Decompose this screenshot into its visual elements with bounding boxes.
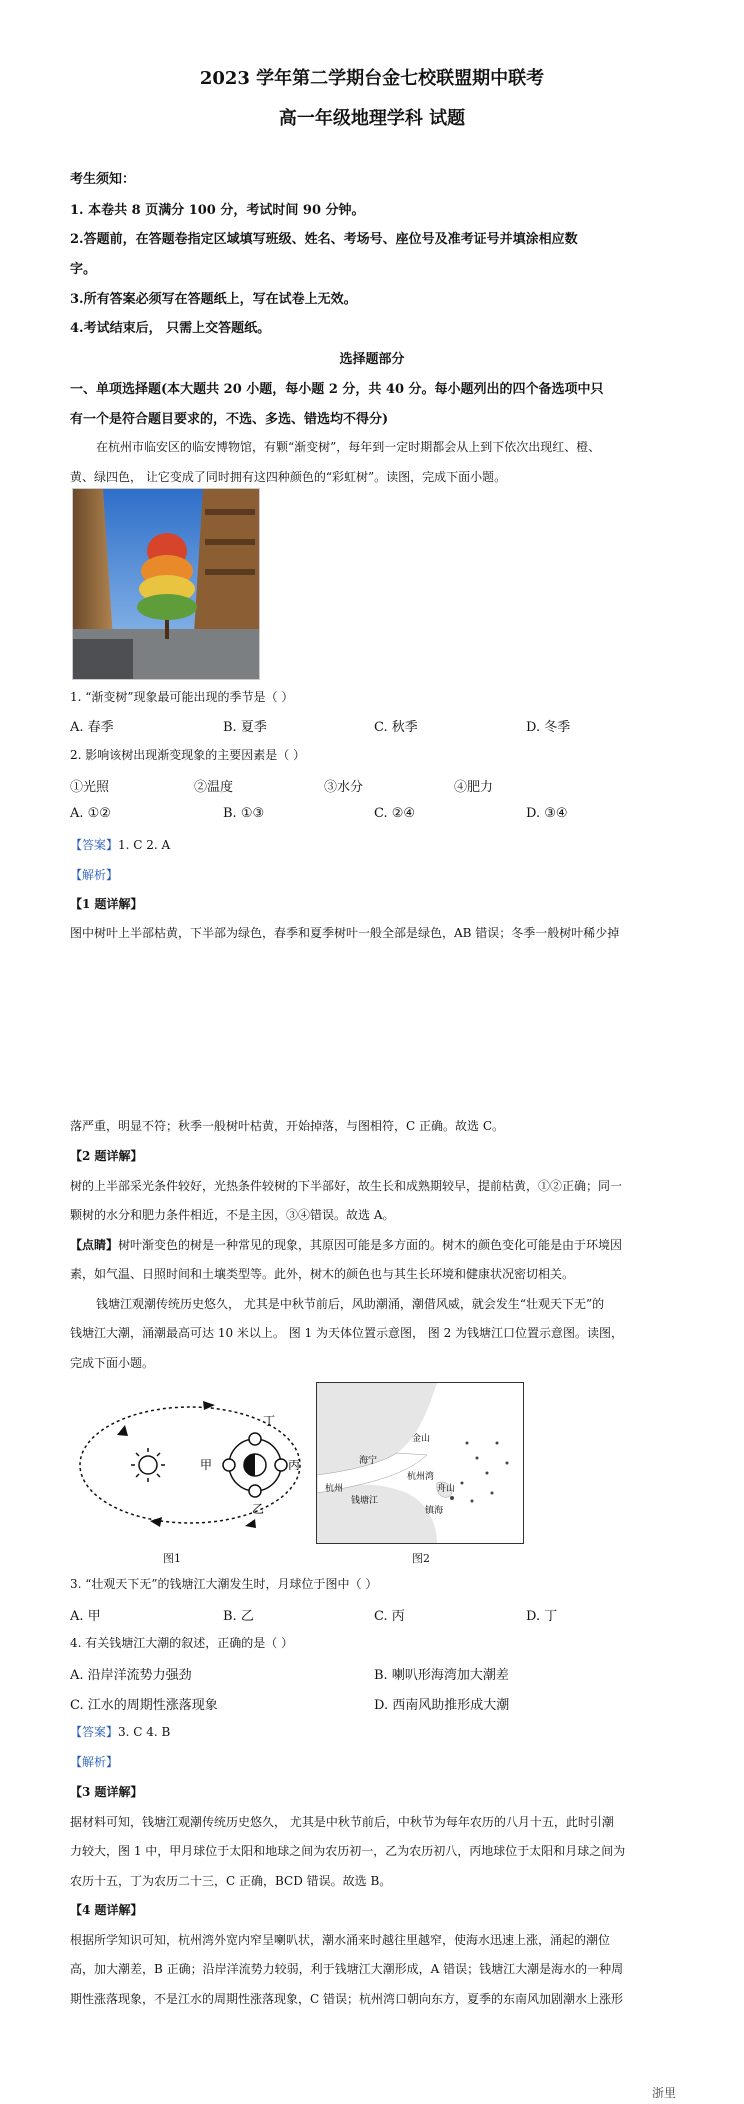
passage-text: 钱塘江观潮传统历史悠久， 尤其是中秋节前后，风助潮涌，潮借风威，就会发生“壮观天下无”的 [96,1297,605,1311]
answer-line [70,1723,170,1740]
map-label-jinshan: 金山 [412,1434,431,1444]
figure-2-caption: 图2 [412,1552,430,1565]
analysis-label: 【解析】 [70,868,119,882]
position-label-yi: 乙 [252,1502,265,1516]
q4-option-a: A. 沿岸洋流势力强劲 [70,1668,192,1683]
question-2-stem: 2. 影响该树出现渐变现象的主要因素是（ ） [70,748,306,762]
notice-item: 4.考试结束后， 只需上交答题纸。 [70,321,271,336]
q3-option-b: B. 乙 [223,1609,254,1624]
q4-option-d: D. 西南风助推形成大潮 [374,1698,510,1713]
figure-2-estuary-map [316,1382,524,1544]
detail-4-text: 高，加大潮差，B 正确；沿岸洋流势力较弱，利于钱塘江大潮形成，A 错误；钱塘江大潮是海水的一种周 [70,1962,624,1976]
passage-text: 完成下面小题。 [70,1356,155,1370]
detail-2-label: 【2 题详解】 [70,1149,143,1163]
part-instructions: 有一个是符合题目要求的，不选、多选、错选均不得分) [70,412,389,427]
detail-3-text: 力较大，图 1 中，甲月球位于太阳和地球之间为农历初一，乙为农历初八，丙地球位于太阳和月球之间为 [70,1844,626,1858]
q2-option-c: C. ②④ [374,806,416,821]
map-label-hangzhou-bay: 杭州湾 [407,1472,435,1482]
tip-text: 素，如气温、日照时间和土壤类型等。此外，树木的颜色也与其生长环境和健康状况密切相关。 [70,1267,575,1281]
answer-line [70,836,170,853]
figure-1-caption: 图1 [163,1552,181,1565]
detail-1-label: 【1 题详解】 [70,897,143,911]
q4-option-b: B. 喇叭形海湾加大潮差 [374,1668,509,1683]
detail-3-text: 农历十五，丁为农历二十三，C 正确，BCD 错误。故选 B。 [70,1874,392,1888]
q2-factor-3: ③水分 [324,780,364,795]
tip-text: 树叶渐变色的树是一种常见的现象，其原因可能是多方面的。树木的颜色变化可能是由于环境因 [118,1238,623,1252]
map-label-hangzhou: 杭州 [325,1484,344,1494]
detail-1-text: 图中树叶上半部枯黄，下半部为绿色，春季和夏季树叶一般全部是绿色，AB 错误；冬季一般树叶稀少掉 [70,926,620,940]
corner-watermark-text: 浙里 [652,2086,677,2100]
map-label-qiantang-river: 钱塘江 [351,1496,379,1506]
notice-heading: 考生须知： [70,172,136,187]
q1-option-a: A. 春季 [70,720,114,735]
q3-option-d: D. 丁 [526,1609,558,1624]
detail-1-text: 落严重，明显不符；秋季一般树叶枯黄，开始掉落，与图相符，C 正确。故选 C。 [70,1119,504,1133]
position-label-ding: 丁 [263,1414,276,1428]
q1-option-c: C. 秋季 [374,720,418,735]
notice-item: 3.所有答案必须写在答题纸上，写在试卷上无效。 [70,292,357,307]
detail-4-text: 根据所学知识可知，杭州湾外宽内窄呈喇叭状，潮水涌来时越往里越窄，使海水迅速上涨，涌起的潮位 [70,1933,611,1947]
question-1-stem: 1. “渐变树”现象最可能出现的季节是（ ） [70,690,294,704]
position-label-bing: 丙 [288,1458,301,1472]
passage-text: 在杭州市临安区的临安博物馆，有颗“渐变树”，每年到一定时期都会从上到下依次出现红、橙、 [96,440,601,454]
section-title: 选择题部分 [339,352,405,367]
answer-label: 【答案】 [70,838,119,852]
q3-option-a: A. 甲 [70,1609,101,1624]
q2-factor-2: ②温度 [194,780,234,795]
figure-1-orbit-diagram [70,1385,305,1545]
q2-option-d: D. ③④ [526,806,568,821]
position-label-jia: 甲 [200,1458,213,1472]
notice-item: 1. 本卷共 8 页满分 100 分，考试时间 90 分钟。 [70,203,365,218]
q1-option-d: D. 冬季 [526,720,571,735]
part-instructions: 一、单项选择题(本大题共 20 小题，每小题 2 分，共 40 分。每小题列出的四个备选项中只 [70,382,604,397]
rainbow-tree-photo [72,488,260,680]
q1-option-b: B. 夏季 [223,720,267,735]
q2-factor-4: ④肥力 [454,780,494,795]
passage-text: 黄、绿四色， 让它变成了同时拥有这四种颜色的“彩虹树”。读图，完成下面小题。 [70,470,507,484]
passage-text: 钱塘江大潮，涌潮最高可达 10 米以上。 图 1 为天体位置示意图， 图 2 为钱塘江口位置示意图。读图， [70,1326,624,1340]
exam-subtitle: 高一年级地理学科 试题 [278,108,466,129]
detail-2-text: 颗树的水分和肥力条件相近，不是主因，③④错误。故选 A。 [70,1208,395,1222]
detail-4-text: 期性涨落现象，不是江水的周期性涨落现象，C 错误；杭州湾口朝向东方，夏季的东南风加剧潮水上涨形 [70,1992,624,2006]
notice-item: 字。 [70,262,97,277]
detail-3-label: 【3 题详解】 [70,1785,143,1799]
question-4-stem: 4. 有关钱塘江大潮的叙述，正确的是（ ） [70,1636,294,1650]
exam-title: 2023 学年第二学期台金七校联盟期中联考 [199,68,545,89]
notice-item: 2.答题前，在答题卷指定区域填写班级、姓名、考场号、座位号及准考证号并填涂相应数 [70,232,578,247]
answer-value: 1. C 2. A [118,838,171,852]
detail-3-text: 据材料可知，钱塘江观潮传统历史悠久， 尤其是中秋节前后，中秋节为每年农历的八月十五，此时引潮 [70,1815,614,1829]
map-label-haining: 海宁 [359,1456,378,1466]
map-label-zhoushan: 舟山 [437,1484,456,1494]
q4-option-c: C. 江水的周期性涨落现象 [70,1698,218,1713]
answer-value: 3. C 4. B [118,1725,171,1739]
map-label-zhenhai: 镇海 [425,1506,444,1516]
q2-option-b: B. ①③ [223,806,265,821]
detail-4-label: 【4 题详解】 [70,1903,143,1917]
q3-option-c: C. 丙 [374,1609,405,1624]
tip-label: 【点睛】 [70,1238,119,1252]
tip-line [70,1236,622,1253]
question-3-stem: 3. “壮观天下无”的钱塘江大潮发生时，月球位于图中（ ） [70,1577,378,1591]
analysis-label: 【解析】 [70,1755,119,1769]
answer-label: 【答案】 [70,1725,119,1739]
q2-option-a: A. ①② [70,806,111,821]
q2-factor-1: ①光照 [70,780,110,795]
detail-2-text: 树的上半部采光条件较好，光热条件较树的下半部好，故生长和成熟期较早，提前枯黄，①②正确；同一 [70,1179,623,1193]
